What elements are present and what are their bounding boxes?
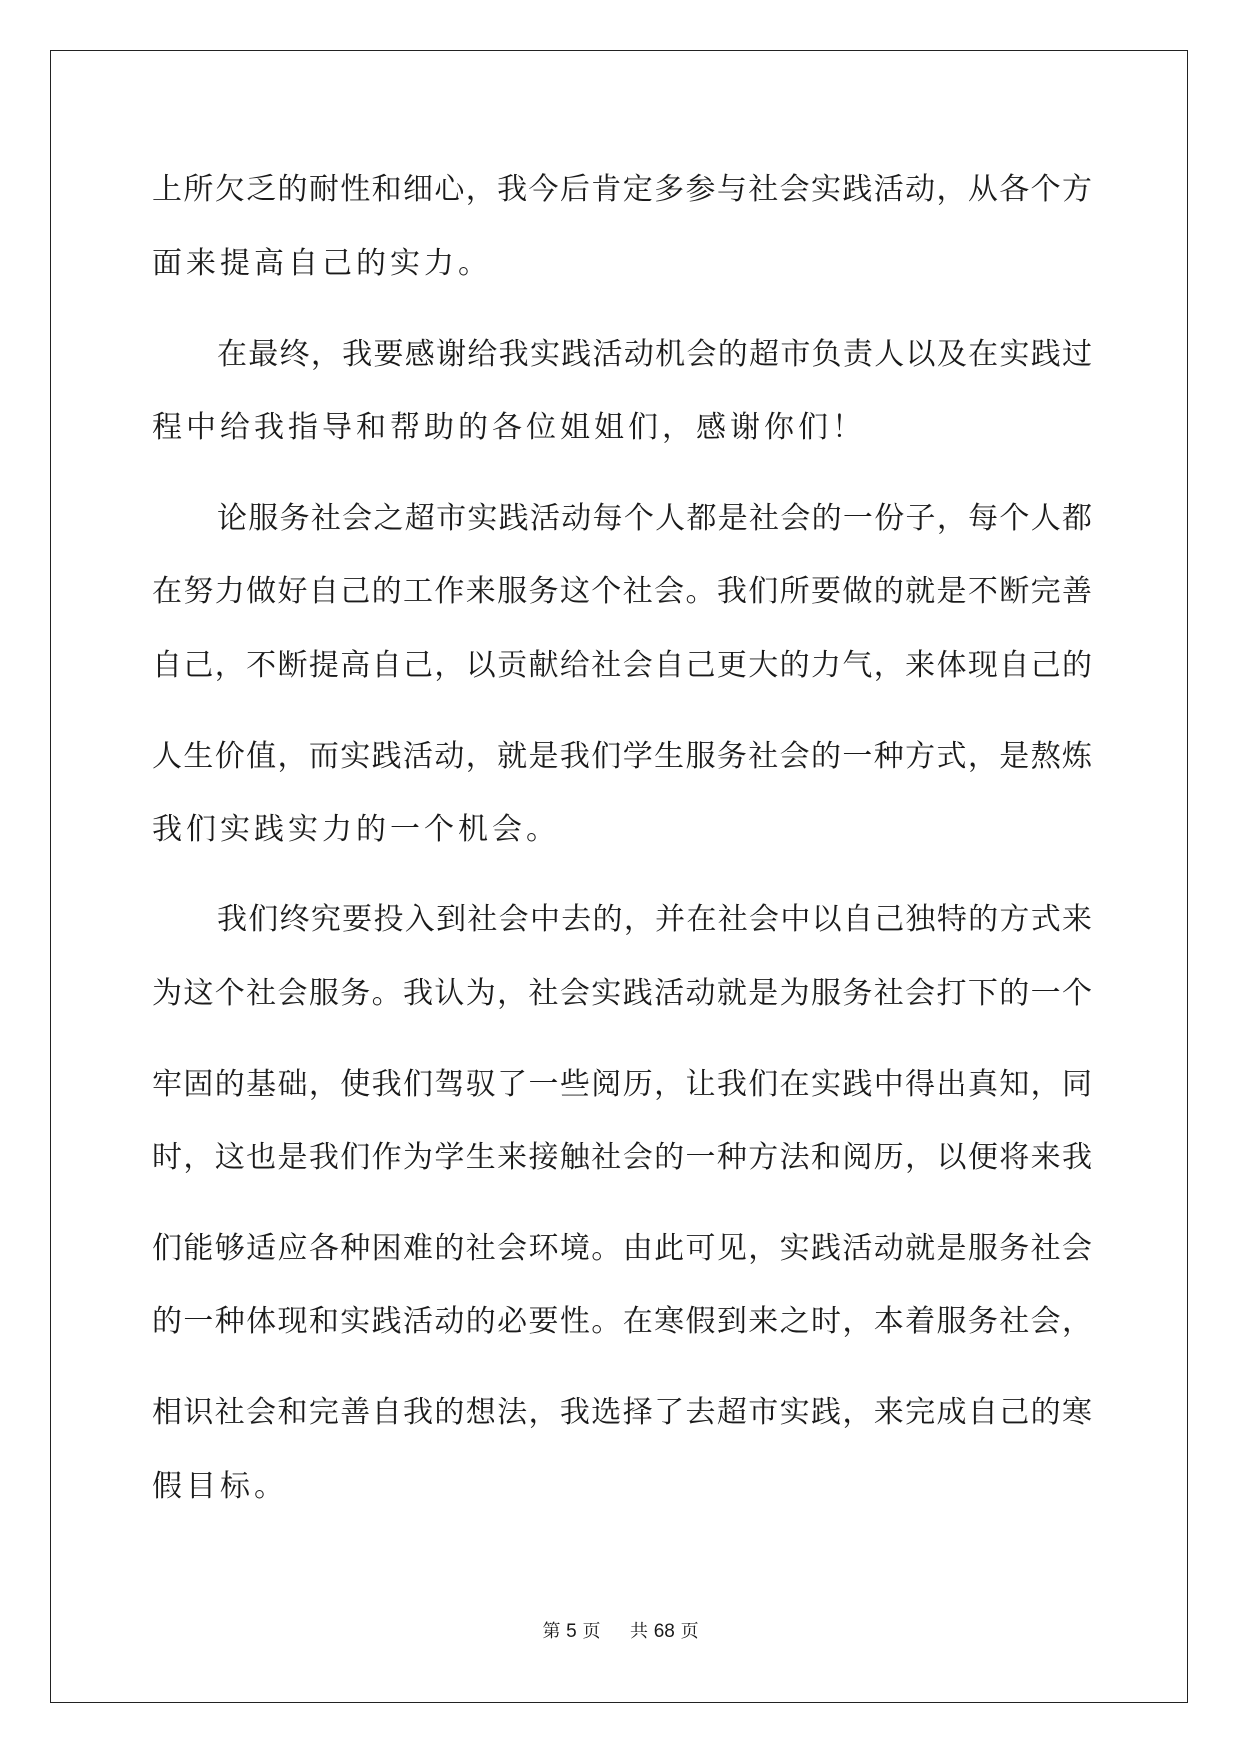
total-prefix: 共 bbox=[629, 1621, 648, 1642]
page-prefix: 第 bbox=[542, 1621, 561, 1642]
text-line: 假目标。 bbox=[152, 1469, 288, 1504]
total-suffix: 页 bbox=[680, 1621, 699, 1642]
page-footer bbox=[0, 1620, 1241, 1644]
text-line: 论服务社会之超市实践活动每个人都是社会的一份子，每个人都 bbox=[217, 501, 1092, 536]
text-line: 面来提高自己的实力。 bbox=[152, 246, 492, 281]
text-line: 们能够适应各种困难的社会环境。由此可见，实践活动就是服务社会 bbox=[152, 1231, 1092, 1266]
text-line: 牢固的基础，使我们驾驭了一些阅历，让我们在实践中得出真知，同 bbox=[152, 1067, 1092, 1102]
total-pages: 68 bbox=[653, 1621, 675, 1642]
text-line: 在努力做好自己的工作来服务这个社会。我们所要做的就是不断完善 bbox=[152, 574, 1092, 609]
page-number: 5 bbox=[566, 1621, 577, 1642]
text-line: 人生价值，而实践活动，就是我们学生服务社会的一种方式，是熬炼 bbox=[152, 739, 1092, 774]
text-line: 相识社会和完善自我的想法，我选择了去超市实践，来完成自己的寒 bbox=[152, 1395, 1092, 1430]
page-border bbox=[50, 50, 1188, 1703]
text-line: 我们实践实力的一个机会。 bbox=[152, 812, 560, 847]
page-suffix: 页 bbox=[582, 1621, 601, 1642]
text-line: 的一种体现和实践活动的必要性。在寒假到来之时，本着服务社会， bbox=[152, 1304, 1092, 1339]
text-line: 程中给我指导和帮助的各位姐姐们，感谢你们！ bbox=[152, 410, 866, 445]
text-line: 在最终，我要感谢给我实践活动机会的超市负责人以及在实践过 bbox=[217, 337, 1092, 372]
text-line: 时，这也是我们作为学生来接触社会的一种方法和阅历，以便将来我 bbox=[152, 1140, 1092, 1175]
text-line: 上所欠乏的耐性和细心，我今后肯定多参与社会实践活动，从各个方 bbox=[152, 172, 1092, 207]
text-line: 自己，不断提高自己，以贡献给社会自己更大的力气，来体现自己的 bbox=[152, 648, 1092, 683]
text-line: 我们终究要投入到社会中去的，并在社会中以自己独特的方式来 bbox=[217, 902, 1092, 937]
text-line: 为这个社会服务。我认为，社会实践活动就是为服务社会打下的一个 bbox=[152, 976, 1092, 1011]
